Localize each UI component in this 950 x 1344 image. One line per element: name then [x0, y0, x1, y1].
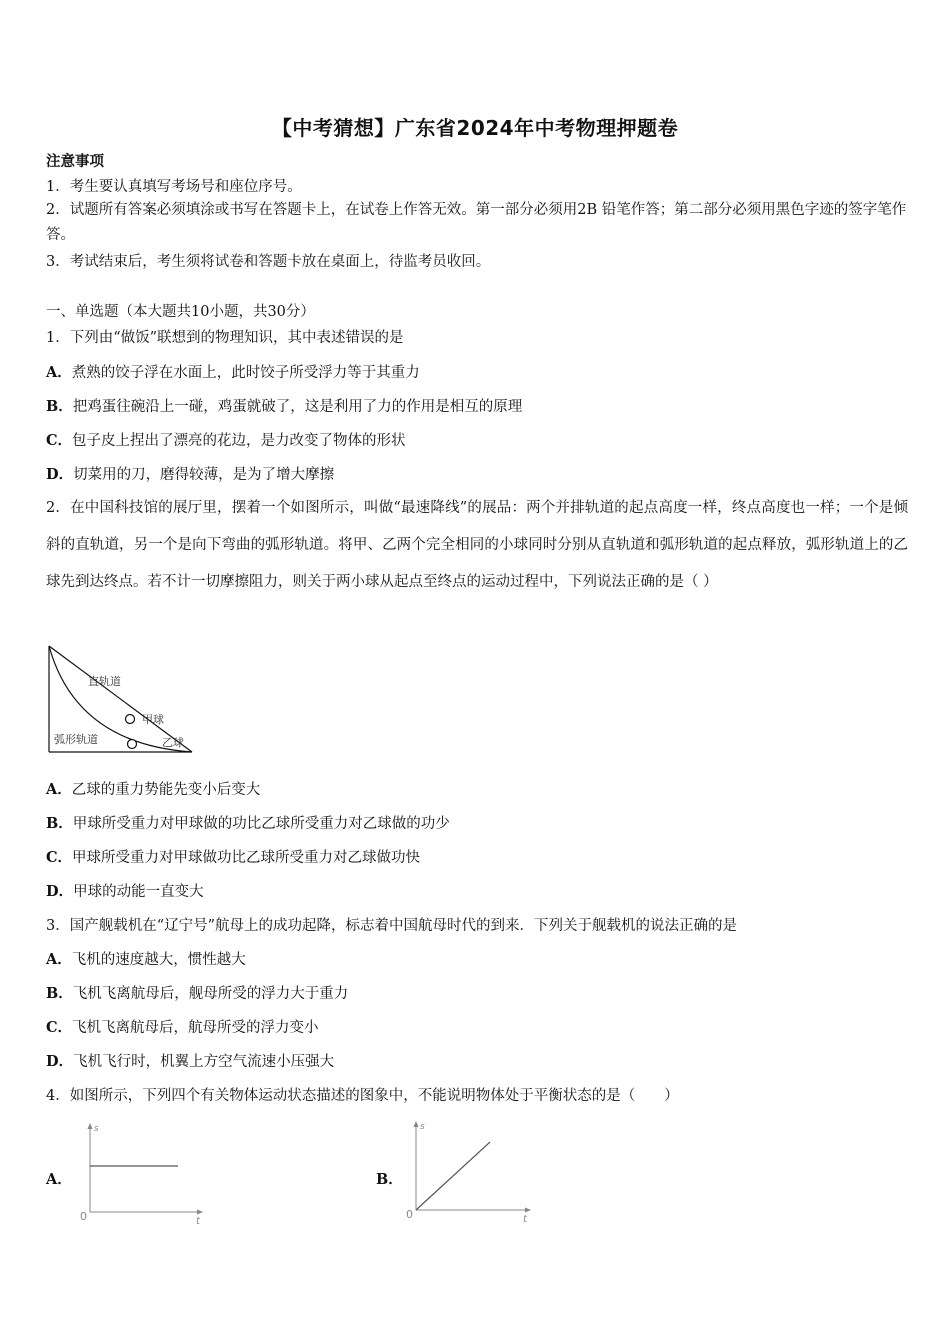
graph-b-origin: 0 — [406, 1208, 413, 1221]
graph-b-x-label: t — [523, 1214, 527, 1225]
graph-a-y-arrow-icon — [88, 1123, 93, 1129]
graph-b-y-label: s — [420, 1122, 425, 1132]
option-text: 飞机飞离航母后，舰母所受的浮力大于重力 — [72, 986, 349, 1002]
option-text: 煮熟的饺子浮在水面上，此时饺子所受浮力等于其重力 — [71, 365, 420, 381]
option-label: D． — [46, 883, 74, 900]
notice-item-3: 3．考试结束后，考生须将试卷和答题卡放在桌面上，待监考员收回。 — [46, 254, 491, 270]
option-text: 甲球所受重力对甲球做功比乙球所受重力对乙球做功快 — [72, 850, 421, 866]
ball-b-label: 乙球 — [162, 736, 184, 749]
option-label: B． — [46, 815, 73, 832]
notice-item-2: 2．试题所有答案必须填涂或书写在答题卡上，在试卷上作答无效。第一部分必须用2B 铅笔作答；第二部分必须用黑色字迹的签字笔作答。 — [46, 202, 907, 243]
question-1-option-c — [46, 429, 406, 450]
option-text: 飞机飞离航母后，航母所受的浮力变小 — [72, 1020, 319, 1036]
ball-a-label: 甲球 — [142, 713, 164, 726]
graph-a-y-label: s — [94, 1124, 99, 1134]
notice-heading: 注意事项 — [46, 153, 104, 170]
graph-b-line — [416, 1142, 490, 1210]
ball-a — [126, 715, 135, 724]
option-label: C． — [46, 1019, 73, 1036]
page-title: 【中考猜想】广东省2024年中考物理押题卷 — [271, 116, 679, 140]
section-heading: 一、单选题（本大题共10小题，共30分） — [46, 304, 315, 320]
ball-b — [128, 740, 137, 749]
graph-b — [402, 1116, 537, 1225]
question-2-option-a — [46, 778, 260, 799]
question-2-option-b — [46, 812, 450, 833]
option-label: D． — [46, 1053, 74, 1070]
option-text: 包子皮上捏出了漂亮的花边，是力改变了物体的形状 — [72, 433, 406, 449]
graph-a-x-label: t — [196, 1216, 200, 1225]
option-text: 切菜用的刀，磨得较薄，是为了增大摩擦 — [73, 467, 335, 483]
option-label: A． — [46, 781, 72, 798]
graph-b-label: B． — [376, 1171, 403, 1188]
graph-b-y-arrow-icon — [414, 1121, 419, 1127]
option-text: 甲球的动能一直变大 — [73, 884, 204, 900]
question-3-option-a — [46, 948, 246, 969]
question-3-option-c — [46, 1016, 319, 1037]
question-2-stem: 2．在中国科技馆的展厅里，摆着一个如图所示，叫做“最速降线”的展品：两个并排轨道的起点高度一样，终点高度也一样；一个是倾斜的直轨道，另一个是向下弯曲的弧形轨道。将甲、乙两个完全相同的小球同时分别从直轨道和弧形轨道的起点释放，弧形轨道上的乙球先到达终点。若不计一切摩擦阻力，则关于两小球从起点至终点的运动过程中，下列说法正确的是（ ） — [46, 500, 908, 590]
question-2-option-d — [46, 880, 204, 901]
notice-item-1: 1．考生要认真填写考场号和座位序号。 — [46, 179, 302, 195]
option-label: A． — [46, 951, 72, 968]
question-1-option-b — [46, 395, 522, 416]
question-2-option-c — [46, 846, 420, 867]
option-label: B． — [46, 985, 73, 1002]
option-label: C． — [46, 849, 73, 866]
graph-a-x-arrow-icon — [197, 1210, 203, 1215]
arc-track-label: 弧形轨道 — [54, 733, 98, 746]
question-4-stem: 4．如图所示，下列四个有关物体运动状态描述的图象中，不能说明物体处于平衡状态的是（ ） — [46, 1088, 679, 1104]
option-label: D． — [46, 466, 74, 483]
option-text: 飞机的速度越大，惯性越大 — [71, 952, 246, 968]
question-3-option-b — [46, 982, 348, 1003]
question-3-stem: 3．国产舰载机在“辽宁号”航母上的成功起降，标志着中国航母时代的到来．下列关于舰载机的说法正确的是 — [46, 918, 738, 934]
question-1-option-d — [46, 463, 334, 484]
option-text: 把鸡蛋往碗沿上一碰，鸡蛋就破了，这是利用了力的作用是相互的原理 — [72, 399, 523, 415]
question-1-stem: 1．下列由“做饭”联想到的物理知识，其中表述错误的是 — [46, 330, 404, 346]
question-1-option-a — [46, 361, 420, 382]
straight-track-label: 直轨道 — [88, 675, 121, 688]
graph-a — [76, 1120, 206, 1225]
question-2-figure — [46, 644, 196, 756]
option-label: C． — [46, 432, 73, 449]
option-text: 甲球所受重力对甲球做的功比乙球所受重力对乙球做的功少 — [72, 816, 450, 832]
option-text: 飞机飞行时，机翼上方空气流速小压强大 — [73, 1054, 335, 1070]
graph-b-x-arrow-icon — [525, 1208, 531, 1213]
option-label: B． — [46, 398, 73, 415]
graph-a-origin: 0 — [80, 1210, 87, 1223]
graph-a-label: A． — [46, 1171, 72, 1188]
question-3-option-d — [46, 1050, 334, 1071]
option-label: A． — [46, 364, 72, 381]
option-text: 乙球的重力势能先变小后变大 — [71, 782, 261, 798]
